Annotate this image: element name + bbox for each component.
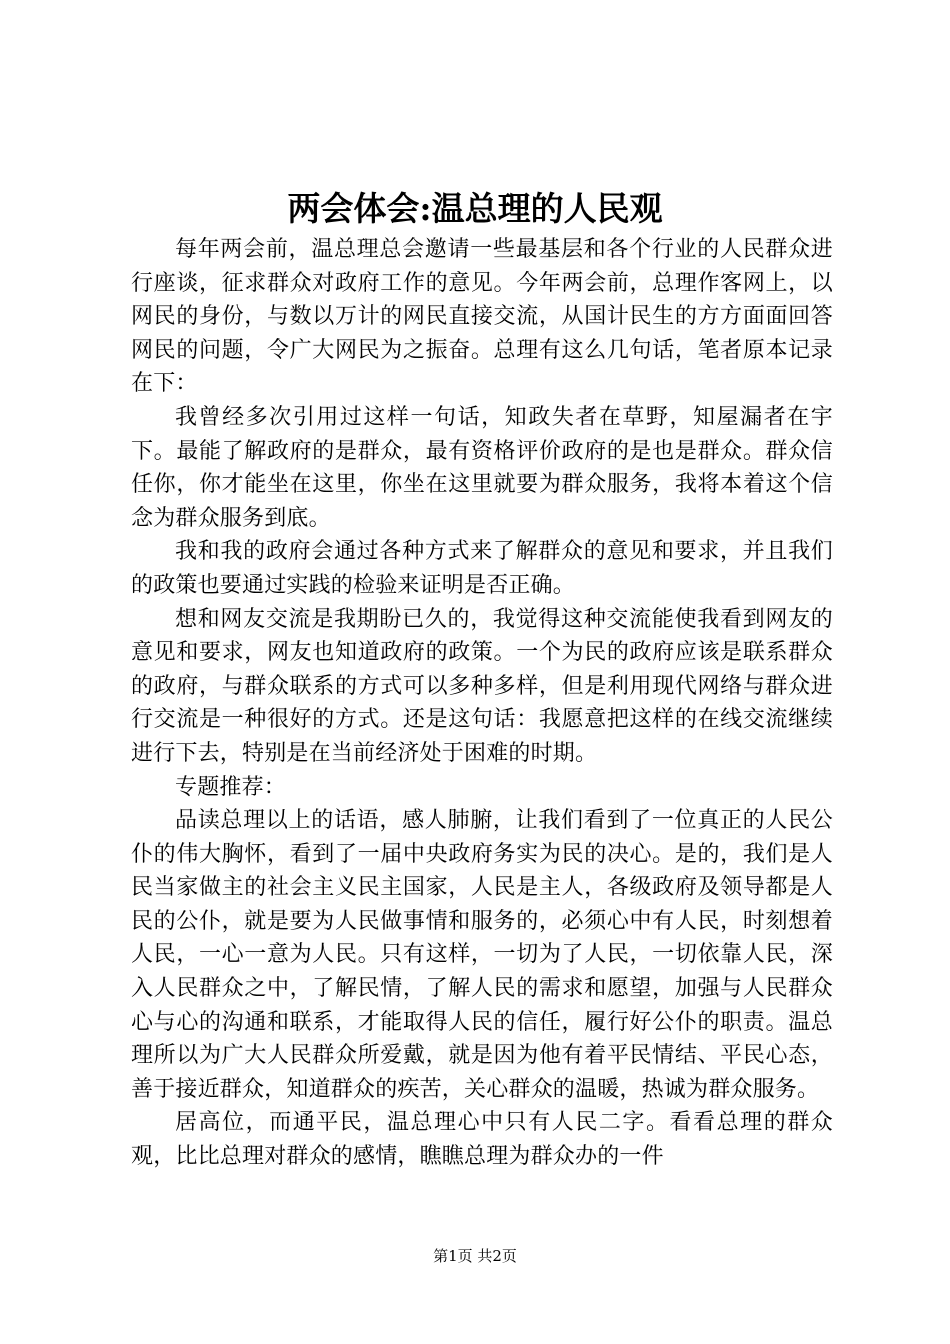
paragraph-2: 我曾经多次引用过这样一句话，知政失者在草野，知屋漏者在宇下。最能了解政府的是群众，最有资格评价政府的是也是群众。群众信任你，你才能坐在这里，你坐在这里就要为群众服务，我将本着这个信念为群众服务到底。	[131, 404, 833, 531]
paragraph-5-topic-recommendation: 专题推荐：	[175, 774, 287, 800]
paragraph-4: 想和网友交流是我期盼已久的，我觉得这种交流能使我看到网友的意见和要求，网友也知道政府的政策。一个为民的政府应该是联系群众的政府，与群众联系的方式可以多种多样，但是利用现代网络与群众进行交流是一种很好的方式。还是这句话：我愿意把这样的在线交流继续进行下去，特别是在当前经济处于困难的时期。	[131, 606, 833, 766]
document-body	[131, 233, 833, 1174]
paragraph-3: 我和我的政府会通过各种方式来了解群众的意见和要求，并且我们的政策也要通过实践的检验来证明是否正确。	[131, 539, 833, 598]
page-footer: 第1页 共2页	[433, 1247, 517, 1265]
paragraph-1: 每年两会前，温总理总会邀请一些最基层和各个行业的人民群众进行座谈，征求群众对政府工作的意见。今年两会前，总理作客网上，以网民的身份，与数以万计的网民直接交流，从国计民生的方方面面回答网民的问题，令广大网民为之振奋。总理有这么几句话，笔者原本记录在下：	[131, 237, 833, 397]
document-title: 两会体会:温总理的人民观	[287, 189, 663, 228]
paragraph-7: 居高位，而通平民，温总理心中只有人民二字。看看总理的群众观，比比总理对群众的感情，瞧瞧总理为群众办的一件	[131, 1110, 833, 1170]
paragraph-6: 品读总理以上的话语，感人肺腑，让我们看到了一位真正的人民公仆的伟大胸怀，看到了一届中央政府务实为民的决心。是的，我们是人民当家做主的社会主义民主国家，人民是主人，各级政府及领导都是人民的公仆，就是要为人民做事情和服务的，必须心中有人民，时刻想着人民，一心一意为人民。只有这样，一切为了人民，一切依靠人民，深入人民群众之中，了解民情，了解人民的需求和愿望，加强与人民群众心与心的沟通和联系，才能取得人民的信任，履行好公仆的职责。温总理所以为广大人民群众所爱戴，就是因为他有着平民情结、平民心态，善于接近群众，知道群众的疾苦，关心群众的温暖，热诚为群众服务。	[131, 808, 833, 1102]
